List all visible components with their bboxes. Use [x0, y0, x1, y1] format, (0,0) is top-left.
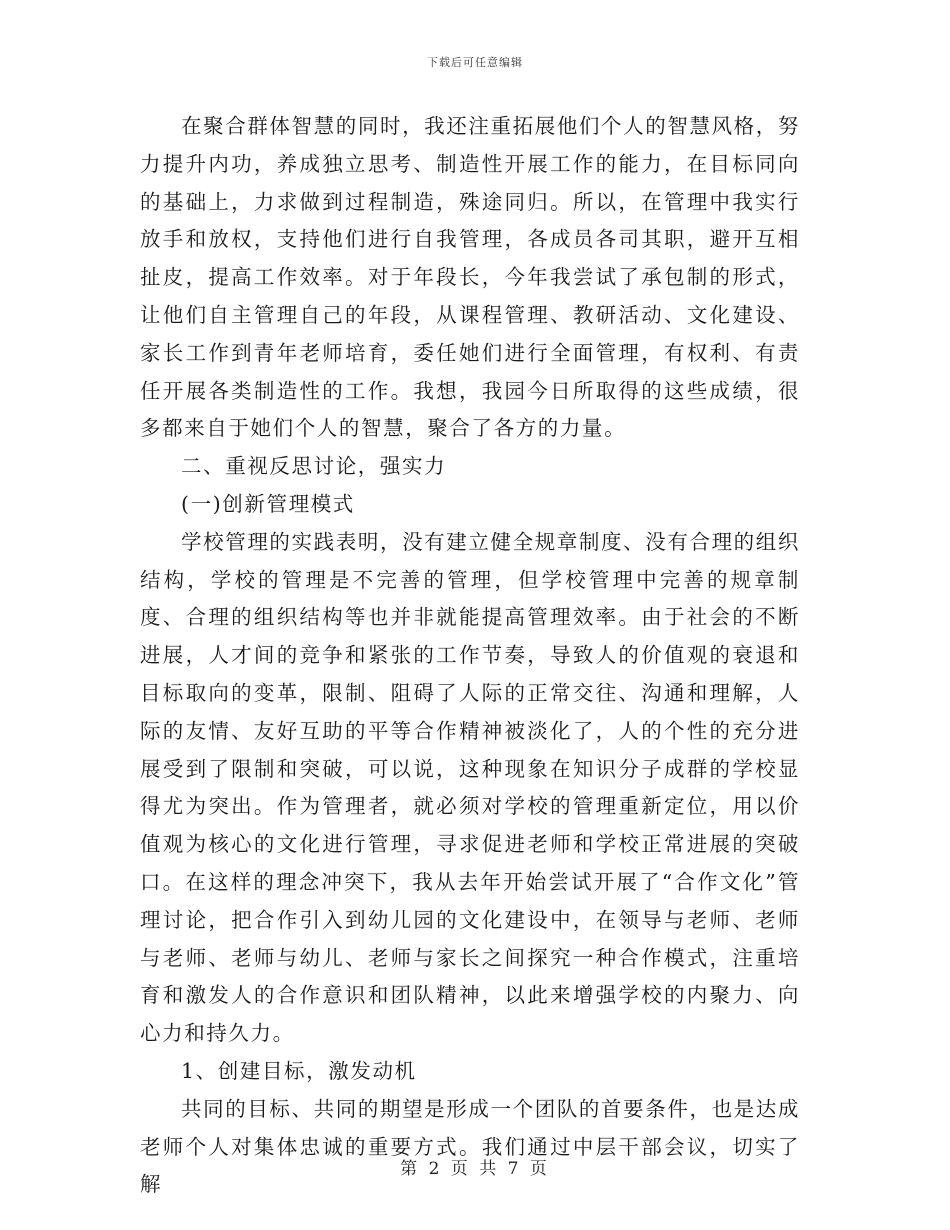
paragraph-management-practice: 学校管理的实践表明，没有建立健全规章制度、没有合理的组织结构，学校的管理是不完善的管理，但学校管理中完善的规章制度、合理的组织结构等也并非就能提高管理效率。由于社会的不断进展，人才间的竞争和紧张的工作节奏，导致人的价值观的衰退和目标取向的变革，限制、阻碍了人际的正常交往、沟通和理解，人际的友情、友好互助的平等合作精神被淡化了，人的个性的充分进展受到了限制和突破，可以说，这种现象在知识分子成群的学校显得尤为突出。作为管理者，就必须对学校的管理重新定位，用以价值观为核心的文化进行管理，寻求促进老师和学校正常进展的突破口。在这样的理念冲突下，我从去年开始尝试开展了“合作文化”管理讨论，把合作引入到幼儿园的文化建设中，在领导与老师、老师与老师、老师与幼儿、老师与家长之间探究一种合作模式，注重培育和激发人的合作意识和团队精神，以此来增强学校的内聚力、向心力和持久力。	[140, 529, 800, 1046]
item-heading-create-goals: 1、创建目标，激发动机	[181, 1058, 417, 1083]
paragraph-group-wisdom: 在聚合群体智慧的同时，我还注重拓展他们个人的智慧风格，努力提升内功，养成独立思考、制造性开展工作的能力，在目标同向的基础上，力求做到过程制造，殊途同归。所以，在管理中我实行放手和放权，支持他们进行自我管理，各成员各司其职，避开互相扯皮，提高工作效率。对于年段长，今年我尝试了承包制的形式，让他们自主管理自己的年段，从课程管理、教研活动、文化建设、家长工作到青年老师培育，委任她们进行全面管理，有权利、有责任开展各类制造性的工作。我想，我园今日所取得的这些成绩，很多都来自于她们个人的智慧，聚合了各方的力量。	[140, 114, 800, 441]
subsection-heading-management-mode: (一)创新管理模式	[181, 491, 355, 516]
page-header: 下载后可任意编辑	[427, 56, 523, 69]
document-body	[140, 108, 800, 1204]
page-footer: 第 2 页 共 7 页	[400, 1159, 550, 1179]
section-heading-reflection: 二、重视反思讨论，强实力	[181, 454, 447, 479]
paragraph-common-goals: 共同的目标、共同的期望是形成一个团队的首要条件，也是达成老师个人对集体忠诚的重要方式。我们通过中层干部会议，切实了解	[140, 1096, 800, 1197]
